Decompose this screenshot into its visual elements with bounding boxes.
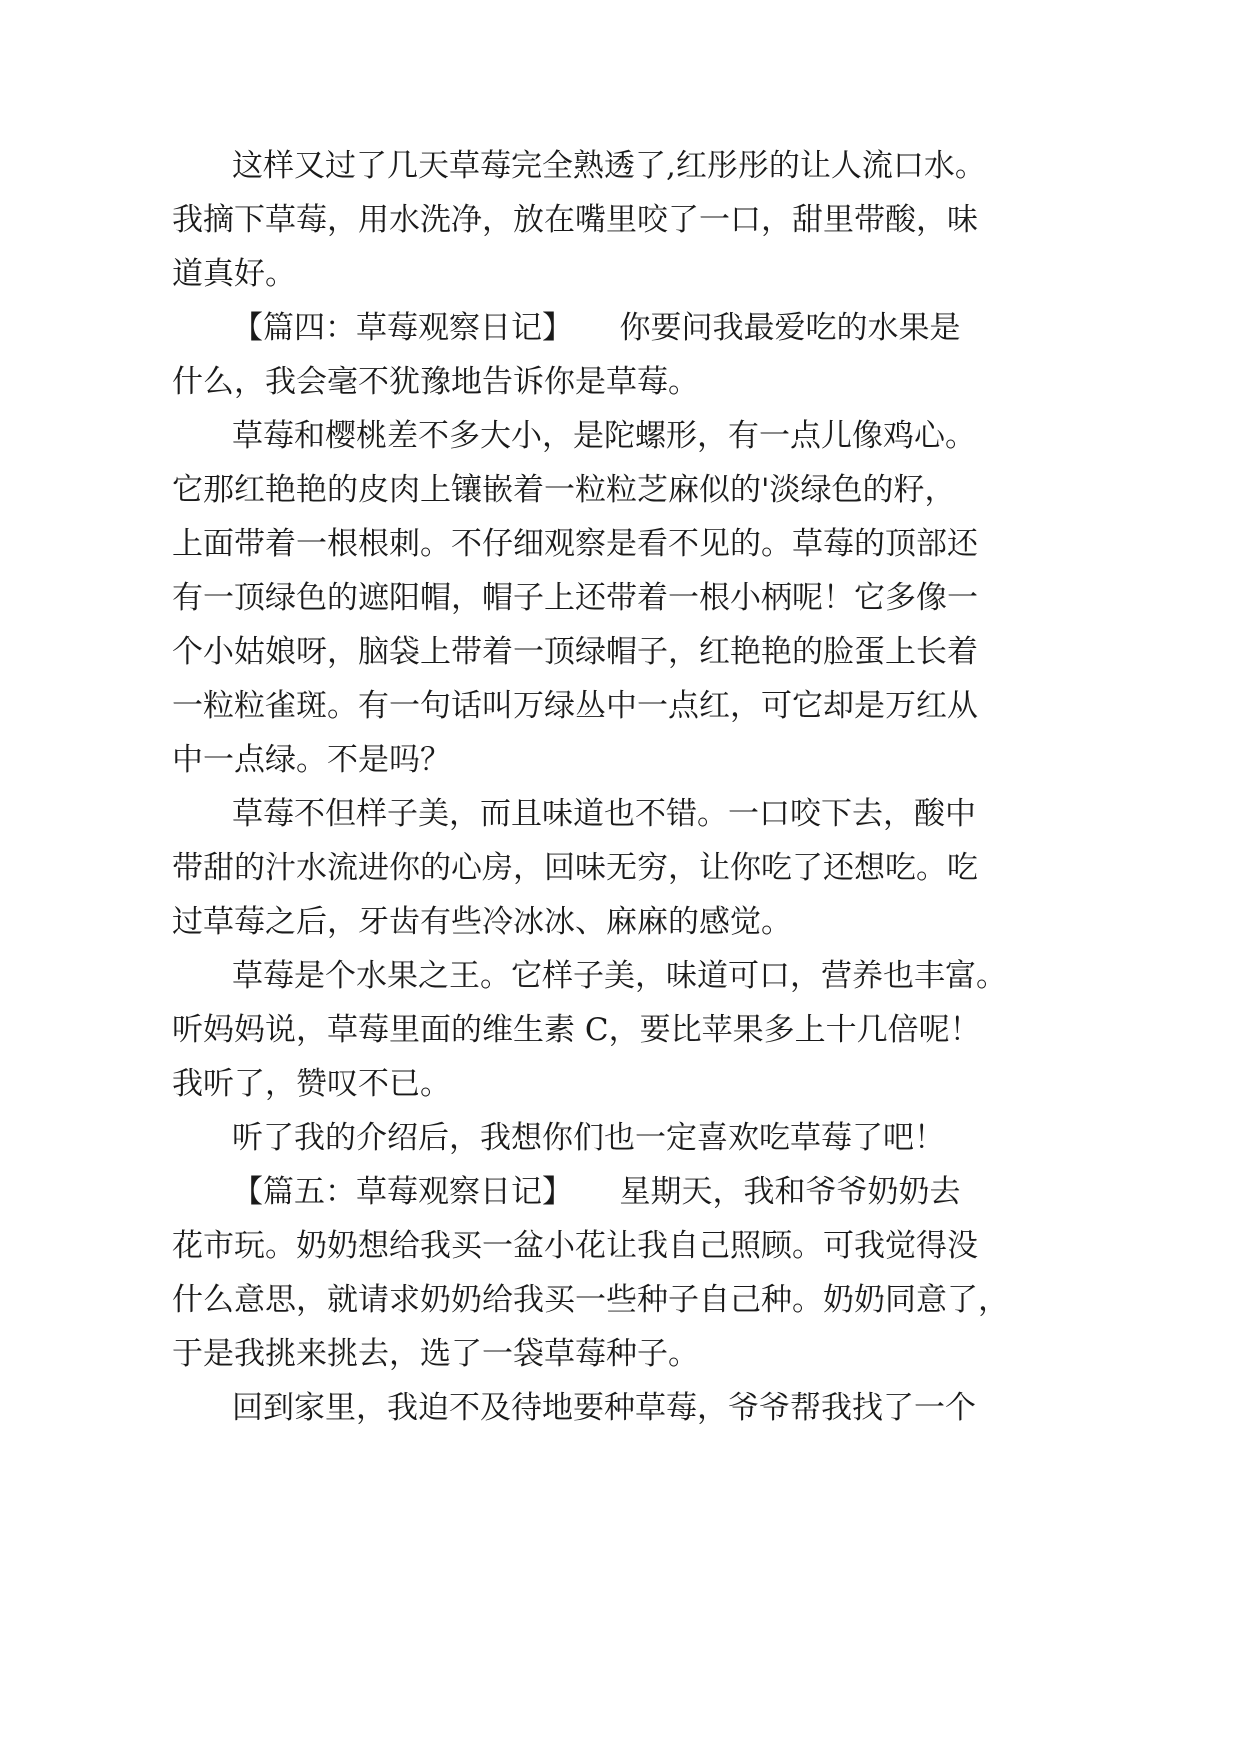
text-line: 什么意思，就请求奶奶给我买一些种子自己种。奶奶同意了， bbox=[172, 1282, 1009, 1318]
text-line: 听了我的介绍后，我想你们也一定喜欢吃草莓了吧！ bbox=[232, 1120, 945, 1156]
text-line: 过草莓之后，牙齿有些冷冰冰、麻麻的感觉。 bbox=[172, 904, 792, 940]
text-line: 我摘下草莓，用水洗净，放在嘴里咬了一口，甜里带酸，味 bbox=[172, 202, 978, 238]
text-line: 道真好。 bbox=[172, 256, 296, 292]
text-line: 一粒粒雀斑。有一句话叫万绿丛中一点红，可它却是万红从 bbox=[172, 688, 978, 724]
text-line: 花市玩。奶奶想给我买一盆小花让我自己照顾。可我觉得没 bbox=[172, 1228, 978, 1264]
text-line: 有一顶绿色的遮阳帽，帽子上还带着一根小柄呢！它多像一 bbox=[172, 580, 978, 616]
text-line: 它那红艳艳的皮肉上镶嵌着一粒粒芝麻似的'淡绿色的籽， bbox=[172, 472, 956, 508]
text-line: 中一点绿。不是吗？ bbox=[172, 742, 451, 778]
text-line: 听妈妈说，草莓里面的维生素 C，要比苹果多上十几倍呢！ bbox=[172, 1012, 981, 1048]
text-line: 草莓不但样子美，而且味道也不错。一口咬下去，酸中 bbox=[232, 796, 976, 832]
text-line: 这样又过了几天草莓完全熟透了,红彤彤的让人流口水。 bbox=[232, 148, 986, 184]
text-line: 【篇四：草莓观察日记】 你要问我最爱吃的水果是 bbox=[232, 310, 961, 346]
text-line: 草莓和樱桃差不多大小，是陀螺形，有一点儿像鸡心。 bbox=[232, 418, 976, 454]
text-line: 于是我挑来挑去，选了一袋草莓种子。 bbox=[172, 1336, 699, 1372]
text-line: 【篇五：草莓观察日记】 星期天，我和爷爷奶奶去 bbox=[232, 1174, 961, 1210]
text-line: 什么，我会毫不犹豫地告诉你是草莓。 bbox=[172, 364, 699, 400]
text-line: 草莓是个水果之王。它样子美，味道可口，营养也丰富。 bbox=[232, 958, 1007, 994]
text-line: 带甜的汁水流进你的心房，回味无穷，让你吃了还想吃。吃 bbox=[172, 850, 978, 886]
text-line: 个小姑娘呀，脑袋上带着一顶绿帽子，红艳艳的脸蛋上长着 bbox=[172, 634, 978, 670]
text-line: 回到家里，我迫不及待地要种草莓，爷爷帮我找了一个 bbox=[232, 1390, 976, 1426]
text-line: 我听了，赞叹不已。 bbox=[172, 1066, 451, 1102]
text-line: 上面带着一根根刺。不仔细观察是看不见的。草莓的顶部还 bbox=[172, 526, 978, 562]
